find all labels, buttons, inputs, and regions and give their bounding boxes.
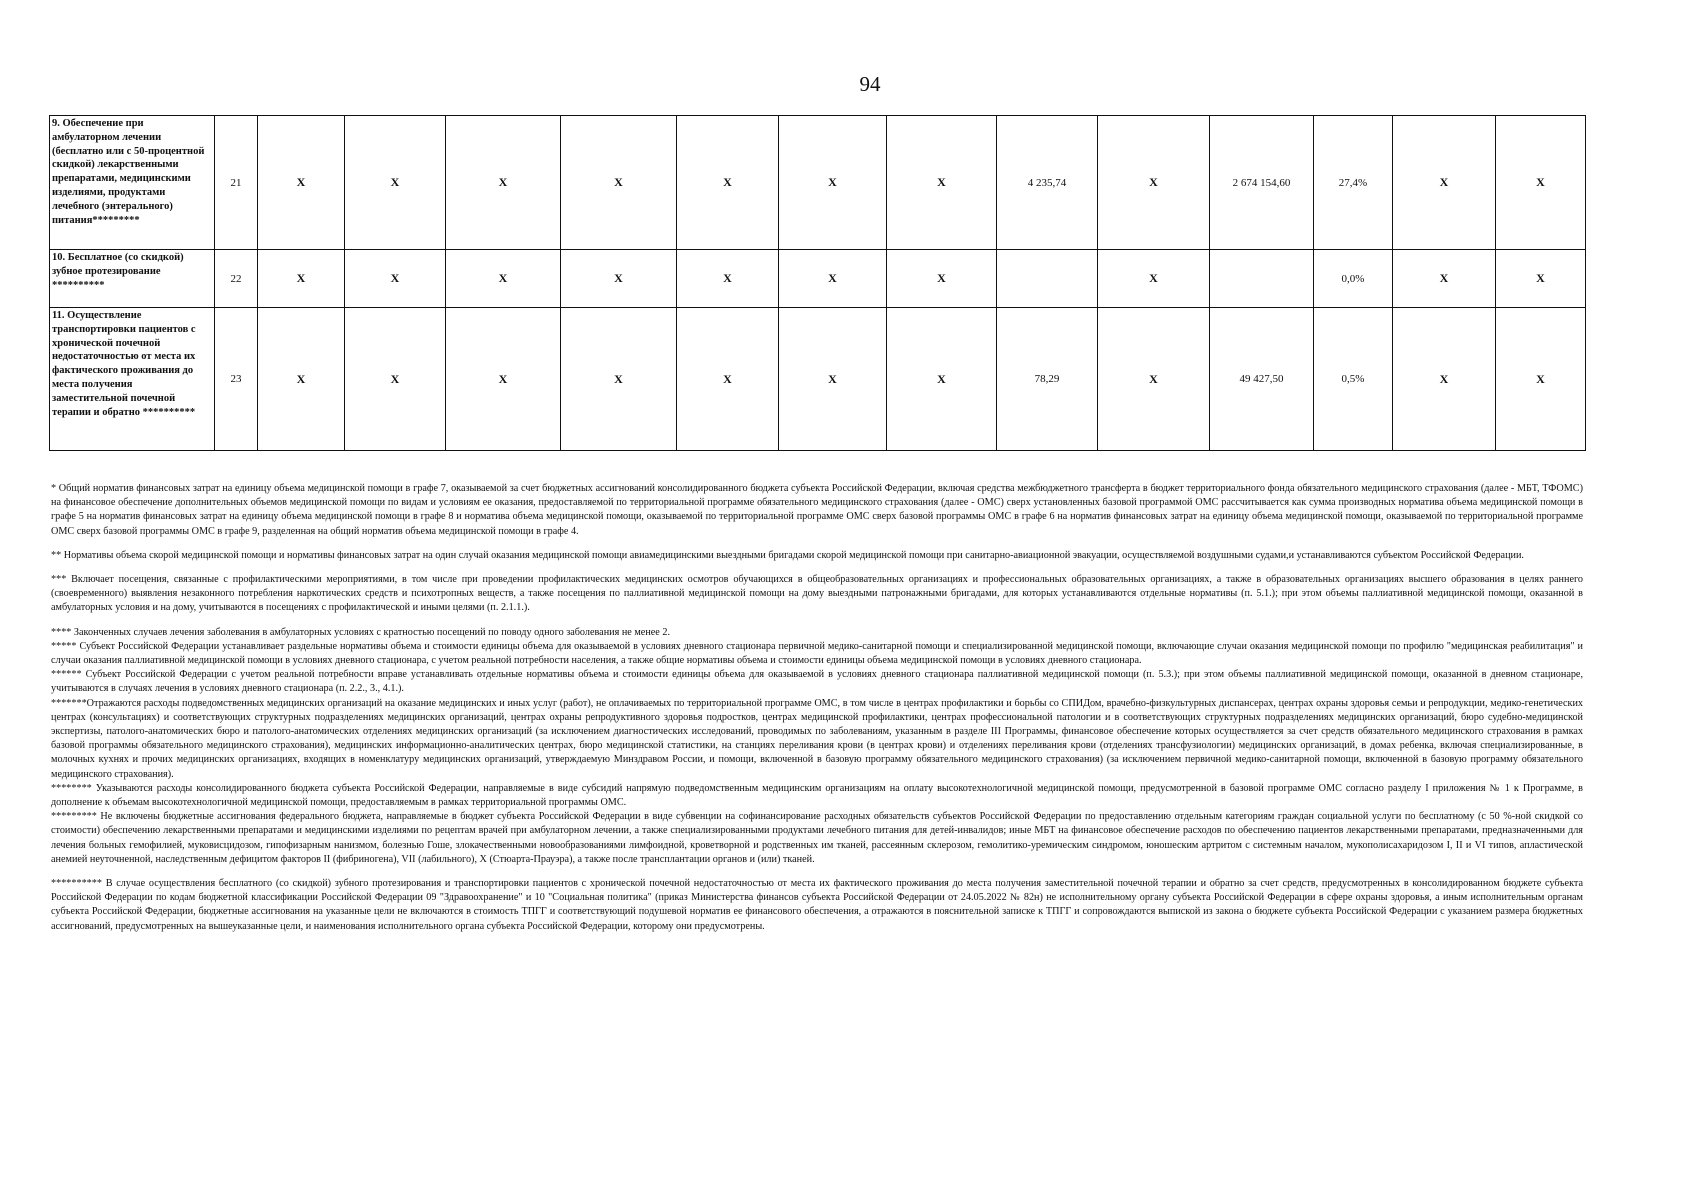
table-cell: X — [677, 250, 779, 308]
table-cell: X — [1393, 308, 1496, 451]
table-cell: 0,5% — [1314, 308, 1393, 451]
footnotes — [51, 482, 1583, 934]
table-cell: X — [446, 250, 561, 308]
footnote-2: ** Нормативы объема скорой медицинской помощи и нормативы финансовых затрат на один случай оказания медицинской помощи авиамедицинскими выездными бригадами скорой медицинской помощи при санитарно-авиационной эвакуации, осуществляемой воздушными судами,и устанавливаются субъектом Российской Федерации. — [51, 549, 1524, 561]
table-cell: X — [561, 116, 677, 250]
table-row — [50, 116, 1586, 250]
table-cell: 23 — [215, 308, 258, 451]
footnote-5: ***** Субъект Российской Федерации устанавливает раздельные нормативы объема и стоимости единицы объема для оказываемой в условиях дневного стационара первичной медико-санитарной помощи и специализированной медицинской помощи, включающие случаи оказания медицинской помощи по профилю "медицинская реабилитация" и случаи оказания паллиативной медицинской помощи в условиях дневного стационара, с учетом реальной потребности населения, а также общие нормативы объема и стоимости единицы объема медицинской помощи в условиях дневного стационара. — [51, 640, 1583, 667]
table-cell: X — [345, 116, 446, 250]
table-cell: X — [1098, 308, 1210, 451]
row-name: 9. Обеспечение при амбулаторном лечении (бесплатно или с 50-процентной скидкой) лекарственными препаратами, медицинскими изделиями, продуктами лечебного (энтерального) питания********* — [50, 116, 215, 250]
table-cell: X — [1393, 116, 1496, 250]
table-cell: X — [561, 250, 677, 308]
table-cell: X — [561, 308, 677, 451]
table-cell: 22 — [215, 250, 258, 308]
table-cell: X — [1393, 250, 1496, 308]
table-cell: X — [779, 250, 887, 308]
table-cell — [1210, 250, 1314, 308]
footnote-4: **** Законченных случаев лечения заболевания в амбулаторных условиях с кратностью посещений по поводу одного заболевания не менее 2. — [51, 626, 671, 638]
table-cell: 27,4% — [1314, 116, 1393, 250]
table-cell: 2 674 154,60 — [1210, 116, 1314, 250]
table-cell: X — [887, 250, 997, 308]
table-cell: X — [1098, 116, 1210, 250]
table-cell: X — [779, 116, 887, 250]
table-cell: X — [1496, 116, 1586, 250]
table-cell: X — [258, 116, 345, 250]
table-cell: X — [887, 116, 997, 250]
footnote-10: ********** В случае осуществления бесплатного (со скидкой) зубного протезирования и транспортировки пациентов с хронической почечной недостаточностью от места их фактического проживания до места получения заместительной почечной терапии и обратно за счет средств, предусмотренных в консолидированном бюджете субъекта Российской Федерации по кодам бюджетной классификации Российской Федерации 09 "Здравоохранение" и 10 "Социальная политика" (приказ Министерства финансов субъекта Российской Федерации от 24.05.2022 № 82н) не исполнительному органу субъекта Российской Федерации в сфере охраны здоровья, а иным исполнительным органам субъекта Российской Федерации, бюджетные ассигнования на указанные цели не включаются в стоимость ТПГГ и соответствующий подушевой норматив ее финансового обеспечения, а отражаются в пояснительной записке к ТПГГ и сопровождаются выпиской из закона о бюджете субъекта Российской Федерации с указанием размера бюджетных ассигнований, предусмотренных на вышеуказанные цели, и наименования исполнительного органа субъекта Российской Федерации, которому они предусмотрены. — [51, 878, 1583, 932]
table-cell: X — [1496, 250, 1586, 308]
table-cell: X — [677, 308, 779, 451]
table-cell: X — [446, 116, 561, 250]
table-cell — [997, 250, 1098, 308]
footnote-7: *******Отражаются расходы подведомственных медицинских организаций на оказание медицинских и иных услуг (работ), не оплачиваемых по территориальной программе ОМС, в том числе в центрах профилактики и борьбы со СПИДом, врачебно-физкультурных диспансерах, центрах охраны здоровья семьи и репродукции, медико-генетических центрах (консультациях) и соответствующих структурных подразделениях медицинских организаций, центрах охраны репродуктивного здоровья подростков, центрах медицинской профилактики, центрах профессиональной патологии и в соответствующих структурных подразделениях медицинских организаций, бюро судебно-медицинской экспертизы, патолого-анатомических бюро и патолого-анатомических отделениях медицинских организаций (за исключением диагностических исследований, проводимых по заболеваниям, указанным в разделе III Программы, финансовое обеспечение которых осуществляется за счет средств обязательного медицинского страхования в рамках базовой программы обязательного медицинского страхования), медицинских информационно-аналитических центрах, бюро медицинской статистики, на станциях переливания крови (в центрах крови) и отделениях переливания крови (отделениях трансфузиологии) медицинских организаций, в домах ребенка, включая специализированные, в молочных кухнях и прочих медицинских организациях, входящих в номенклатуру медицинских организаций, утверждаемую Минздравом России, и помощи, включенной в базовую программу обязательного медицинского страхования) (за исключением первичной медико-санитарной помощи, включенной в базовую программу обязательного медицинского страхования). — [51, 697, 1583, 780]
table-cell: X — [677, 116, 779, 250]
row-name: 11. Осуществление транспортировки пациентов с хронической почечной недостаточностью от места их фактического проживания до места получения заместительной почечной терапии и обратно ********** — [50, 308, 215, 451]
table-cell: X — [345, 308, 446, 451]
table-cell: X — [779, 308, 887, 451]
table-cell: X — [258, 250, 345, 308]
table-cell: X — [446, 308, 561, 451]
page-number: 94 — [859, 72, 881, 96]
table-cell: 4 235,74 — [997, 116, 1098, 250]
table-cell: 21 — [215, 116, 258, 250]
footnote-6: ****** Субъект Российской Федерации с учетом реальной потребности вправе устанавливать отдельные нормативы объема и стоимости единицы объема для оказываемой в условиях дневного стационара паллиативной медицинской помощи (п. 5.3.); при этом объемы паллиативной медицинской помощи, оказанной в дневном стационаре, учитываются в случаях лечения в условиях дневного стационара (п. 2.2., 3., 4.1.). — [51, 669, 1583, 695]
table-cell: X — [1496, 308, 1586, 451]
row-name: 10. Бесплатное (со скидкой) зубное протезирование ********** — [50, 250, 215, 308]
footnote-3: *** Включает посещения, связанные с профилактическими мероприятиями, в том числе при проведении профилактических медицинских осмотров обучающихся в общеобразовательных организациях и профессиональных образовательных организациях, а также в образовательных организациях высшего образования в целях раннего (своевременного) выявления незаконного потребления наркотических средств и психотропных веществ, а также посещения по паллиативной медицинской помощи на дому выездными патронажными бригадами, для которых устанавливаются отдельные нормативы (п. 5.1.); при этом объемы паллиативной медицинской помощи, оказанной в амбулаторных условия и на дому, учитываются в посещениях с профилактической и иными целями (п. 2.1.1.). — [51, 574, 1583, 614]
table-cell: X — [1098, 250, 1210, 308]
table-cell: 49 427,50 — [1210, 308, 1314, 451]
table-cell: X — [887, 308, 997, 451]
table-cell: X — [345, 250, 446, 308]
financing-table — [49, 115, 1586, 451]
footnote-9: ********* Не включены бюджетные ассигнования федерального бюджета, направляемые в бюджет субъекта Российской Федерации в виде субвенции на софинансирование расходных обязательств субъектов Российской Федерации по предоставлению отдельным категориям граждан социальной услуги по бесплатному (с 50 %-ной скидкой со стоимости) обеспечению лекарственными препаратами и медицинскими изделиями по рецептам врачей при амбулаторном лечении, а также специализированными продуктами лечебного питания для детей-инвалидов; иные МБТ на финансовое обеспечение расходов по обеспечению пациентов лекарственными препаратами, предназначенными для лечения больных гемофилией, муковисцидозом, гипофизарным нанизмом, болезнью Гоше, злокачественными новообразованиями лимфоидной, кроветворной и родственных им тканей, рассеянным склерозом, гемолитико-уремическим синдромом, юношеским артритом с системным началом, мукополисахаридозом I, II и VI типов, апластической анемией неуточненной, наследственным дефицитом факторов II (фибриногена), VII (лабильного), X (Стюарта-Прауэра), а также после трансплантации органов и (или) тканей. — [51, 811, 1583, 865]
footnote-1: * Общий норматив финансовых затрат на единицу объема медицинской помощи в графе 7, оказываемой за счет бюджетных ассигнований консолидированного бюджета субъекта Российской Федерации, включая средства межбюджетного трансферта в бюджет территориального фонда обязательного медицинского страхования (далее - МБТ, ТФОМС) на финансовое обеспечение дополнительных объемов медицинской помощи по видам и условиям ее оказания, предоставляемой по территориальной программе обязательного медицинского страхования (далее - ОМС) сверх установленных базовой программой ОМС рассчитывается как сумма производных норматива объема медицинской помощи в графе 5 на норматив финансовых затрат на единицу объема медицинской помощи в графе 8 и норматива объема медицинской помощи, оказываемой по территориальной программе ОМС сверх базовой программы ОМС в графе 6 на норматив финансовых затрат на единицу объема медицинской помощи, оказываемой по территориальной программе ОМС сверх базовой программы ОМС в графе 9, разделенная на общий норматив объема медицинской помощи в графе 4. — [51, 483, 1583, 537]
table-cell: 0,0% — [1314, 250, 1393, 308]
table-row — [50, 308, 1586, 451]
table-cell: 78,29 — [997, 308, 1098, 451]
table-row — [50, 250, 1586, 308]
footnote-8: ******** Указываются расходы консолидированного бюджета субъекта Российской Федерации, направляемые в виде субсидий напрямую подведомственным медицинским организациям на оплату высокотехнологичной медицинской помощи, предусмотренной в базовой программе ОМС согласно разделу I приложения № 1 к Программе, в дополнение к объемам высокотехнологичной медицинской помощи, предоставляемым в рамках территориальной программы ОМС. — [51, 782, 1583, 809]
table-cell: X — [258, 308, 345, 451]
